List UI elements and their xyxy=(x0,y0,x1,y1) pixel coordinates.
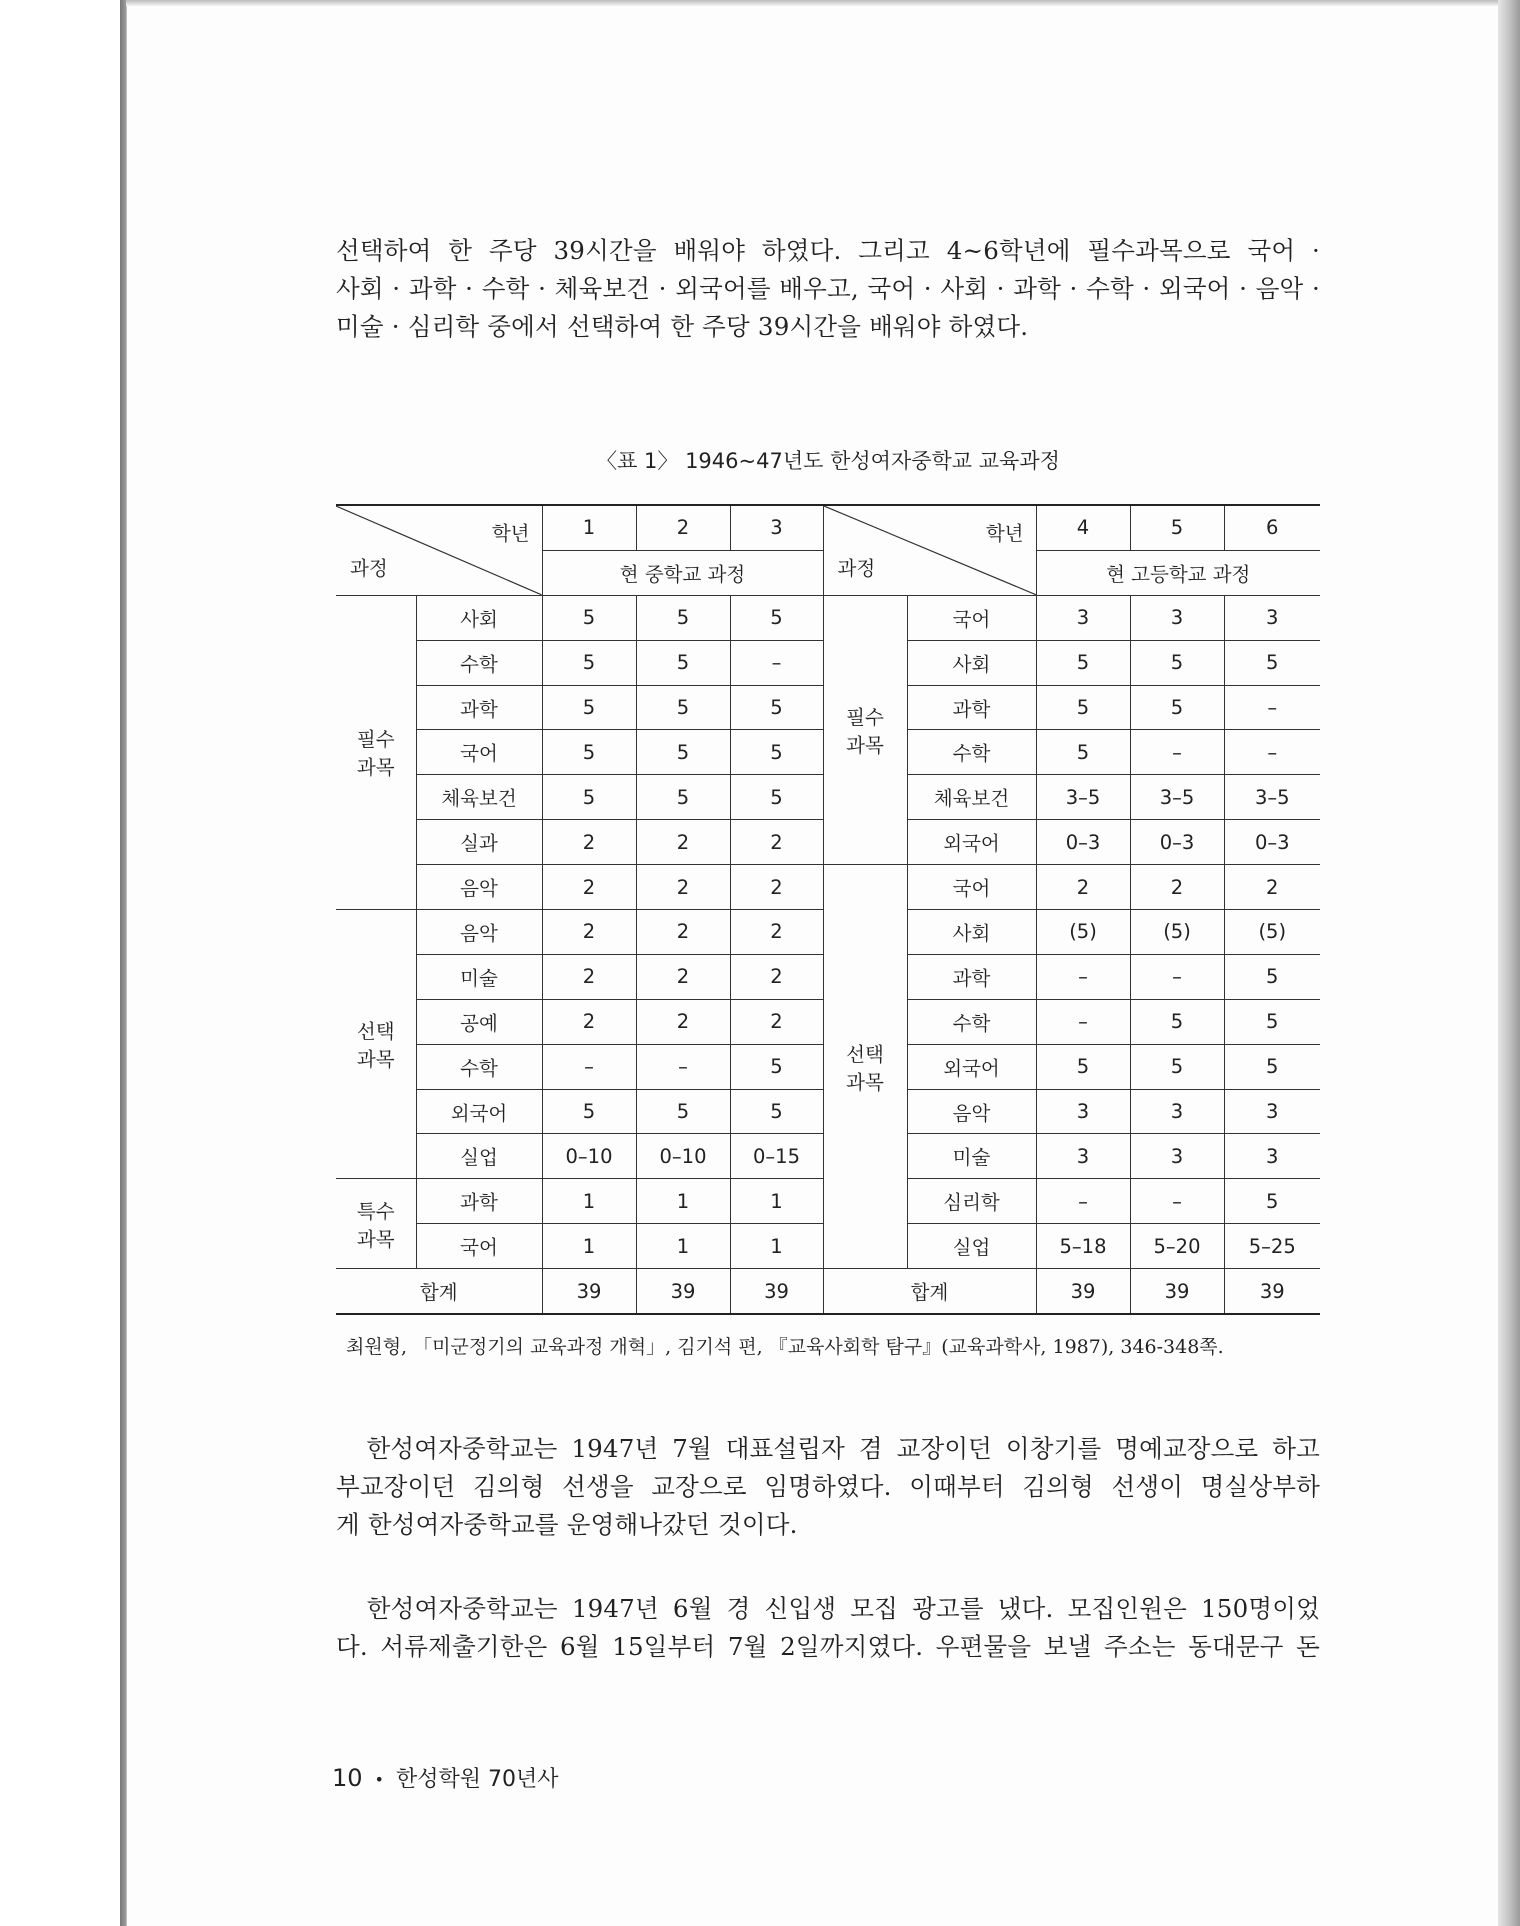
subject-cell: 외국어 xyxy=(416,1089,542,1134)
hours-cell: 5 xyxy=(1036,1044,1130,1089)
hours-cell: (5) xyxy=(1130,910,1224,955)
hours-cell: 5 xyxy=(730,595,823,640)
header-diagonal-middle xyxy=(336,505,542,595)
header-course-label: 과정 xyxy=(350,556,388,580)
table-row xyxy=(336,865,1320,910)
subject-cell: 국어 xyxy=(416,1224,542,1269)
total-cell: 39 xyxy=(730,1269,823,1314)
total-label: 합계 xyxy=(823,1269,1036,1314)
hours-cell: 5 xyxy=(1224,999,1320,1044)
hours-cell: 3 xyxy=(1130,1134,1224,1179)
hours-cell: – xyxy=(1224,685,1320,730)
intro-line: 선택하여 한 주당 39시간을 배워야 하였다. 그리고 4~6학년에 필수과목으로 국어 · xyxy=(336,236,1320,265)
hours-cell: 5–18 xyxy=(1036,1224,1130,1269)
hours-cell: 5–25 xyxy=(1224,1224,1320,1269)
subject-cell: 외국어 xyxy=(907,820,1036,865)
subject-cell: 사회 xyxy=(416,595,542,640)
hours-cell: – xyxy=(1130,730,1224,775)
hours-cell: 2 xyxy=(542,954,636,999)
group-label: 필수 과목 xyxy=(823,595,907,864)
hours-cell: 5 xyxy=(1130,640,1224,685)
hours-cell: – xyxy=(1130,1179,1224,1224)
group-label: 특수 과목 xyxy=(336,1179,416,1269)
header-grade-label: 학년 xyxy=(491,522,530,545)
hours-cell: – xyxy=(1036,954,1130,999)
hours-cell: 5 xyxy=(542,730,636,775)
hours-cell: 3 xyxy=(1036,1134,1130,1179)
hours-cell: 3 xyxy=(1224,1089,1320,1134)
hours-cell: 5 xyxy=(636,1089,730,1134)
hours-cell: 5 xyxy=(542,775,636,820)
subject-cell: 국어 xyxy=(907,865,1036,910)
subject-cell: 실업 xyxy=(416,1134,542,1179)
hours-cell: 5 xyxy=(1036,685,1130,730)
subject-cell: 체육보건 xyxy=(416,775,542,820)
body-line: 게 한성여자중학교를 운영해나갔던 것이다. xyxy=(336,1510,798,1539)
subject-cell: 음악 xyxy=(416,865,542,910)
hours-cell: 5 xyxy=(542,595,636,640)
intro-paragraph xyxy=(336,232,1320,346)
hours-cell: 2 xyxy=(1130,865,1224,910)
total-row xyxy=(336,1269,1320,1314)
page-number: 10 xyxy=(332,1764,363,1792)
subject-cell: 과학 xyxy=(416,1179,542,1224)
hours-cell: 2 xyxy=(636,865,730,910)
hours-cell: 5 xyxy=(730,1089,823,1134)
hours-cell: 2 xyxy=(636,910,730,955)
hours-cell: 5 xyxy=(1036,730,1130,775)
hours-cell: – xyxy=(730,640,823,685)
hours-cell: 1 xyxy=(730,1179,823,1224)
hours-cell: 1 xyxy=(730,1224,823,1269)
hours-cell: 3 xyxy=(1130,595,1224,640)
hours-cell: 3–5 xyxy=(1130,775,1224,820)
body-paragraph-2 xyxy=(336,1590,1320,1666)
hours-cell: 3 xyxy=(1130,1089,1224,1134)
hours-cell: 5 xyxy=(1036,640,1130,685)
total-cell: 39 xyxy=(1036,1269,1130,1314)
hours-cell: 5 xyxy=(730,775,823,820)
hours-cell: 5 xyxy=(1224,954,1320,999)
hours-cell: 2 xyxy=(636,999,730,1044)
subject-cell: 사회 xyxy=(907,640,1036,685)
subject-cell: 수학 xyxy=(907,999,1036,1044)
body-line: 다. 서류제출기한은 6월 15일부터 7월 2일까지였다. 우편물을 보낼 주소는 동대문구 돈 xyxy=(336,1632,1320,1661)
subject-cell: 미술 xyxy=(907,1134,1036,1179)
source-note: 최원형, 「미군정기의 교육과정 개혁」, 김기석 편, 『교육사회학 탐구』(교육과학사, 1987), 346-348쪽. xyxy=(346,1336,1224,1358)
hours-cell: 5 xyxy=(1130,999,1224,1044)
page-footer xyxy=(332,1762,558,1793)
middle-course-label: 현 중학교 과정 xyxy=(542,550,823,595)
hours-cell: 2 xyxy=(730,954,823,999)
grade-header: 4 xyxy=(1036,505,1130,550)
grade-header: 3 xyxy=(730,505,823,550)
hours-cell: 5 xyxy=(636,685,730,730)
total-cell: 39 xyxy=(636,1269,730,1314)
hours-cell: 3–5 xyxy=(1036,775,1130,820)
hours-cell: 0–3 xyxy=(1224,820,1320,865)
high-course-label: 현 고등학교 과정 xyxy=(1036,550,1320,595)
header-diagonal-high xyxy=(823,505,1036,595)
subject-cell: 외국어 xyxy=(907,1044,1036,1089)
group-label: 선택 과목 xyxy=(336,910,416,1179)
total-cell: 39 xyxy=(542,1269,636,1314)
hours-cell: 2 xyxy=(730,999,823,1044)
hours-cell: 5 xyxy=(1224,1179,1320,1224)
hours-cell: – xyxy=(636,1044,730,1089)
subject-cell: 실업 xyxy=(907,1224,1036,1269)
subject-cell: 수학 xyxy=(416,640,542,685)
grade-header: 5 xyxy=(1130,505,1224,550)
body-line: 한성여자중학교는 1947년 6월 경 신입생 모집 광고를 냈다. 모집인원은 150명이었 xyxy=(336,1594,1320,1623)
subject-cell: 수학 xyxy=(907,730,1036,775)
hours-cell: 1 xyxy=(636,1224,730,1269)
hours-cell: – xyxy=(1036,999,1130,1044)
hours-cell: 5 xyxy=(730,685,823,730)
subject-cell: 국어 xyxy=(416,730,542,775)
hours-cell: 3 xyxy=(1224,595,1320,640)
hours-cell: 5 xyxy=(542,640,636,685)
bullet-icon: • xyxy=(374,1769,384,1789)
hours-cell: 5 xyxy=(1130,1044,1224,1089)
subject-cell: 미술 xyxy=(416,954,542,999)
hours-cell: 2 xyxy=(542,865,636,910)
hours-cell: 2 xyxy=(730,865,823,910)
hours-cell: 3 xyxy=(1036,595,1130,640)
hours-cell: 5 xyxy=(1130,685,1224,730)
hours-cell: 2 xyxy=(542,910,636,955)
header-course-label: 과정 xyxy=(837,556,876,580)
curriculum-table xyxy=(336,504,1320,1315)
hours-cell: 1 xyxy=(636,1179,730,1224)
hours-cell: 2 xyxy=(1224,865,1320,910)
table-caption: 〈표 1〉 1946~47년도 한성여자중학교 교육과정 xyxy=(596,449,1060,473)
table-row xyxy=(336,595,1320,640)
grade-header: 2 xyxy=(636,505,730,550)
subject-cell: 국어 xyxy=(907,595,1036,640)
hours-cell: 5 xyxy=(1224,640,1320,685)
hours-cell: 2 xyxy=(542,820,636,865)
hours-cell: 2 xyxy=(730,820,823,865)
total-label: 합계 xyxy=(336,1269,542,1314)
hours-cell: 1 xyxy=(542,1224,636,1269)
hours-cell: 5 xyxy=(542,685,636,730)
hours-cell: 5 xyxy=(730,1044,823,1089)
body-paragraph-1 xyxy=(336,1430,1320,1544)
hours-cell: 0–15 xyxy=(730,1134,823,1179)
grade-header: 6 xyxy=(1224,505,1320,550)
subject-cell: 실과 xyxy=(416,820,542,865)
hours-cell: 2 xyxy=(730,910,823,955)
subject-cell: 음악 xyxy=(907,1089,1036,1134)
subject-cell: 심리학 xyxy=(907,1179,1036,1224)
subject-cell: 음악 xyxy=(416,910,542,955)
intro-line: 사회 · 과학 · 수학 · 체육보건 · 외국어를 배우고, 국어 · 사회 · 과학 · 수학 · 외국어 · 음악 · xyxy=(336,274,1320,303)
hours-cell: 5 xyxy=(636,775,730,820)
hours-cell: 2 xyxy=(542,999,636,1044)
subject-cell: 과학 xyxy=(416,685,542,730)
hours-cell: – xyxy=(1224,730,1320,775)
hours-cell: 0–3 xyxy=(1130,820,1224,865)
subject-cell: 수학 xyxy=(416,1044,542,1089)
total-cell: 39 xyxy=(1130,1269,1224,1314)
hours-cell: 5 xyxy=(636,730,730,775)
intro-line: 미술 · 심리학 중에서 선택하여 한 주당 39시간을 배워야 하였다. xyxy=(336,312,1029,341)
hours-cell: – xyxy=(1036,1179,1130,1224)
hours-cell: (5) xyxy=(1036,910,1130,955)
hours-cell: 2 xyxy=(1036,865,1130,910)
body-line: 한성여자중학교는 1947년 7월 대표설립자 겸 교장이던 이창기를 명예교장으로 하고 xyxy=(336,1434,1320,1463)
hours-cell: 3 xyxy=(1224,1134,1320,1179)
hours-cell: 1 xyxy=(542,1179,636,1224)
hours-cell: 0–10 xyxy=(636,1134,730,1179)
hours-cell: 5 xyxy=(542,1089,636,1134)
subject-cell: 사회 xyxy=(907,910,1036,955)
group-label: 필수 과목 xyxy=(336,595,416,909)
hours-cell: 5 xyxy=(730,730,823,775)
hours-cell: – xyxy=(542,1044,636,1089)
hours-cell: 5 xyxy=(1224,1044,1320,1089)
hours-cell: 5 xyxy=(636,640,730,685)
page-right-edge xyxy=(1498,0,1520,1926)
subject-cell: 과학 xyxy=(907,954,1036,999)
hours-cell: 0–10 xyxy=(542,1134,636,1179)
hours-cell: – xyxy=(1130,954,1224,999)
hours-cell: 2 xyxy=(636,954,730,999)
subject-cell: 공예 xyxy=(416,999,542,1044)
hours-cell: 5 xyxy=(636,595,730,640)
hours-cell: 2 xyxy=(636,820,730,865)
hours-cell: (5) xyxy=(1224,910,1320,955)
header-grade-label: 학년 xyxy=(985,522,1024,545)
group-label: 선택 과목 xyxy=(823,865,907,1269)
total-cell: 39 xyxy=(1224,1269,1320,1314)
hours-cell: 0–3 xyxy=(1036,820,1130,865)
subject-cell: 체육보건 xyxy=(907,775,1036,820)
hours-cell: 5–20 xyxy=(1130,1224,1224,1269)
subject-cell: 과학 xyxy=(907,685,1036,730)
grade-header: 1 xyxy=(542,505,636,550)
page-top-edge xyxy=(126,0,1520,6)
body-line: 부교장이던 김의형 선생을 교장으로 임명하였다. 이때부터 김의형 선생이 명실상부하 xyxy=(336,1472,1320,1501)
header-row xyxy=(336,505,1320,550)
book-title: 한성학원 70년사 xyxy=(395,1767,559,1792)
hours-cell: 3 xyxy=(1036,1089,1130,1134)
hours-cell: 3–5 xyxy=(1224,775,1320,820)
